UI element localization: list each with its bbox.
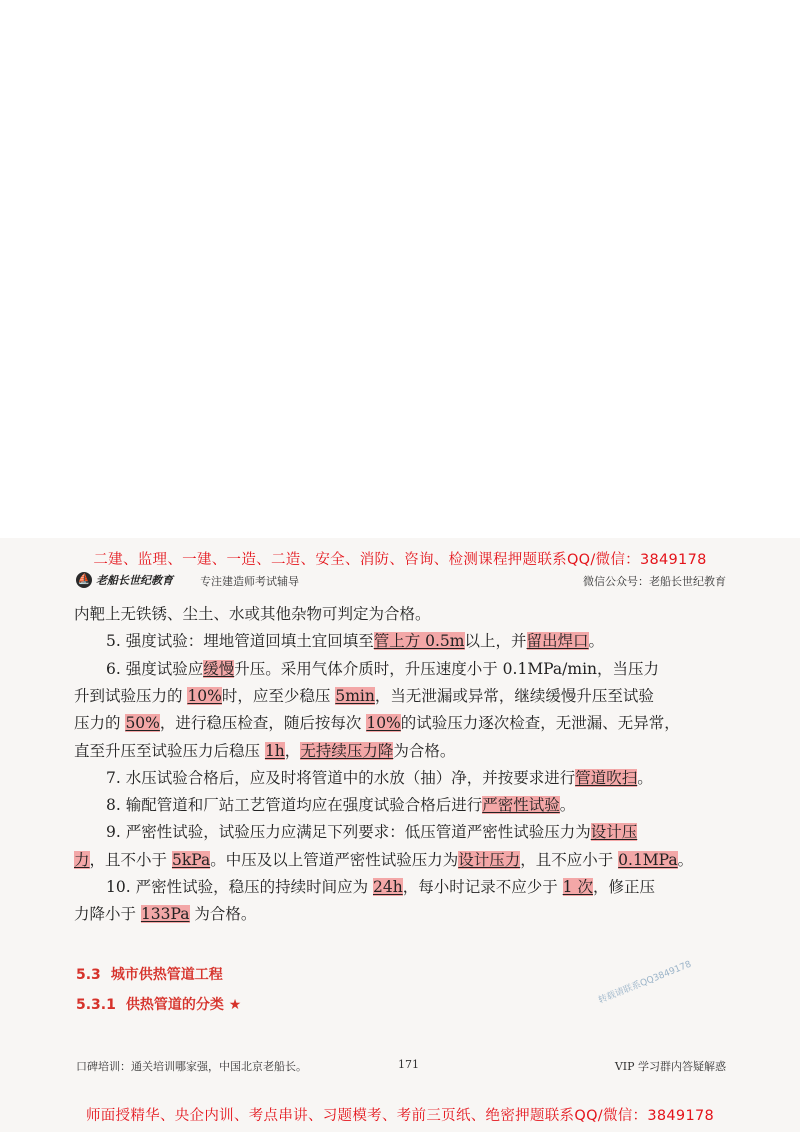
text-segment: 8. 输配管道和厂站工艺管道均应在强度试验合格后进行 — [106, 796, 483, 815]
highlighted-term: 力 — [74, 850, 90, 869]
text-segment: 5. 强度试验：埋地管道回填土宜回填至 — [106, 632, 374, 651]
text-segment: 力降小于 — [74, 905, 141, 924]
highlighted-term: 0.1MPa — [618, 850, 678, 869]
text-line — [106, 820, 637, 842]
text-segment: 9. 严密性试验，试验压力应满足下列要求：低压管道严密性试验压力为 — [106, 823, 591, 842]
text-segment: ，修正压 — [592, 878, 655, 896]
highlighted-term: 5min — [335, 686, 375, 705]
text-segment: 以上，并 — [464, 632, 527, 651]
section-number: 5.3 — [76, 967, 101, 983]
highlighted-term: 管道吹扫 — [575, 768, 638, 787]
text-segment: ，且不应小于 — [520, 850, 619, 869]
text-segment: 直至升压至试验压力后稳压 — [74, 741, 265, 760]
highlighted-term: 管上方 0.5m — [373, 632, 465, 651]
footer-slogan: 口碑培训：通关培训哪家强，中国北京老船长。 — [76, 1060, 307, 1073]
highlighted-term: 24h — [373, 878, 403, 896]
text-segment: ，每小时记录不应少于 — [402, 878, 563, 896]
blank-scan-area — [0, 0, 800, 538]
text-segment: 升压。采用气体介质时，升压速度小于 0.1MPa/min，当压力 — [234, 659, 660, 678]
highlighted-term: 10% — [187, 686, 222, 705]
header-wechat: 微信公众号：老船长世纪教育 — [583, 575, 726, 588]
promo-banner-bottom: 师面授精华、央企内训、考点串讲、习题模考、考前三页纸、绝密押题联系QQ/微信：3849178 — [85, 1108, 715, 1124]
text-segment: ，且不小于 — [89, 850, 172, 869]
subsection-heading — [76, 994, 241, 1014]
highlighted-term: 设计压 — [590, 823, 638, 842]
highlighted-term: 严密性试验 — [482, 796, 560, 815]
highlighted-term: 5kPa — [171, 850, 211, 869]
text-segment: 压力的 — [74, 714, 126, 733]
page-header — [76, 570, 726, 594]
text-segment: 。 — [637, 768, 653, 787]
highlighted-term: 设计压力 — [458, 850, 521, 869]
logo-text: 老船长世纪教育 — [96, 574, 173, 587]
text-line — [106, 766, 653, 788]
text-line — [106, 629, 604, 651]
header-slogan: 专注建造师考试辅导 — [200, 575, 299, 588]
logo — [76, 572, 173, 588]
text-segment: 10. 严密性试验，稳压的持续时间应为 — [106, 878, 374, 896]
text-segment: 。 — [677, 850, 694, 869]
watermark-stamp: 转载请联系QQ3849178 — [597, 959, 693, 1007]
section-title: 城市供热管道工程 — [110, 967, 223, 983]
section-heading — [76, 964, 223, 984]
text-segment: 为合格。 — [393, 741, 456, 760]
promo-banner-top: 二建、监理、一建、一造、二造、安全、消防、咨询、检测课程押题联系QQ/微信：3849178 — [93, 552, 707, 568]
highlighted-term: 缓慢 — [203, 659, 235, 678]
text-segment: ，当无泄漏或异常，继续缓慢升压至试验 — [374, 686, 654, 705]
text-line — [74, 602, 431, 624]
text-line — [74, 902, 256, 924]
highlighted-term: 50% — [125, 714, 160, 733]
text-segment: ，进行稳压检查，随后按每次 — [159, 714, 367, 733]
text-segment: 。中压及以上管道严密性试验压力为 — [210, 850, 459, 869]
text-line — [74, 739, 455, 761]
text-line — [74, 848, 693, 870]
text-segment: 升到试验压力的 — [74, 686, 188, 705]
text-segment: 7. 水压试验合格后，应及时将管道中的水放（抽）净，并按要求进行 — [106, 768, 576, 787]
highlighted-term: 无持续压力降 — [300, 741, 394, 760]
subsection-number: 5.3.1 — [76, 997, 116, 1013]
text-segment: 。 — [588, 632, 605, 651]
highlighted-term: 留出焊口 — [526, 632, 589, 651]
text-segment: 时，应至少稳压 — [221, 686, 336, 705]
text-segment: 内靶上无铁锈、尘土、水或其他杂物可判定为合格。 — [74, 605, 431, 623]
text-segment: 为合格。 — [189, 905, 257, 924]
page-number: 171 — [398, 1058, 419, 1071]
footer-vip: VIP 学习群内答疑解惑 — [614, 1060, 726, 1073]
text-segment: ， — [284, 741, 301, 760]
highlighted-term: 10% — [366, 714, 401, 733]
text-line — [106, 793, 575, 815]
text-line — [74, 711, 680, 733]
highlighted-term: 1 次 — [562, 878, 593, 896]
highlighted-term: 1h — [264, 741, 285, 760]
star-icon: ★ — [228, 997, 242, 1013]
ship-logo-icon: ⛵ — [76, 572, 92, 588]
text-line — [106, 875, 655, 897]
text-segment: 6. 强度试验应 — [106, 659, 204, 678]
text-segment: 的试验压力逐次检查，无泄漏、无异常， — [400, 714, 680, 733]
text-line — [106, 657, 659, 679]
highlighted-term: 133Pa — [140, 905, 190, 924]
subsection-title: 供热管道的分类 — [125, 997, 224, 1013]
text-segment: 。 — [559, 796, 576, 815]
text-line — [74, 684, 654, 706]
